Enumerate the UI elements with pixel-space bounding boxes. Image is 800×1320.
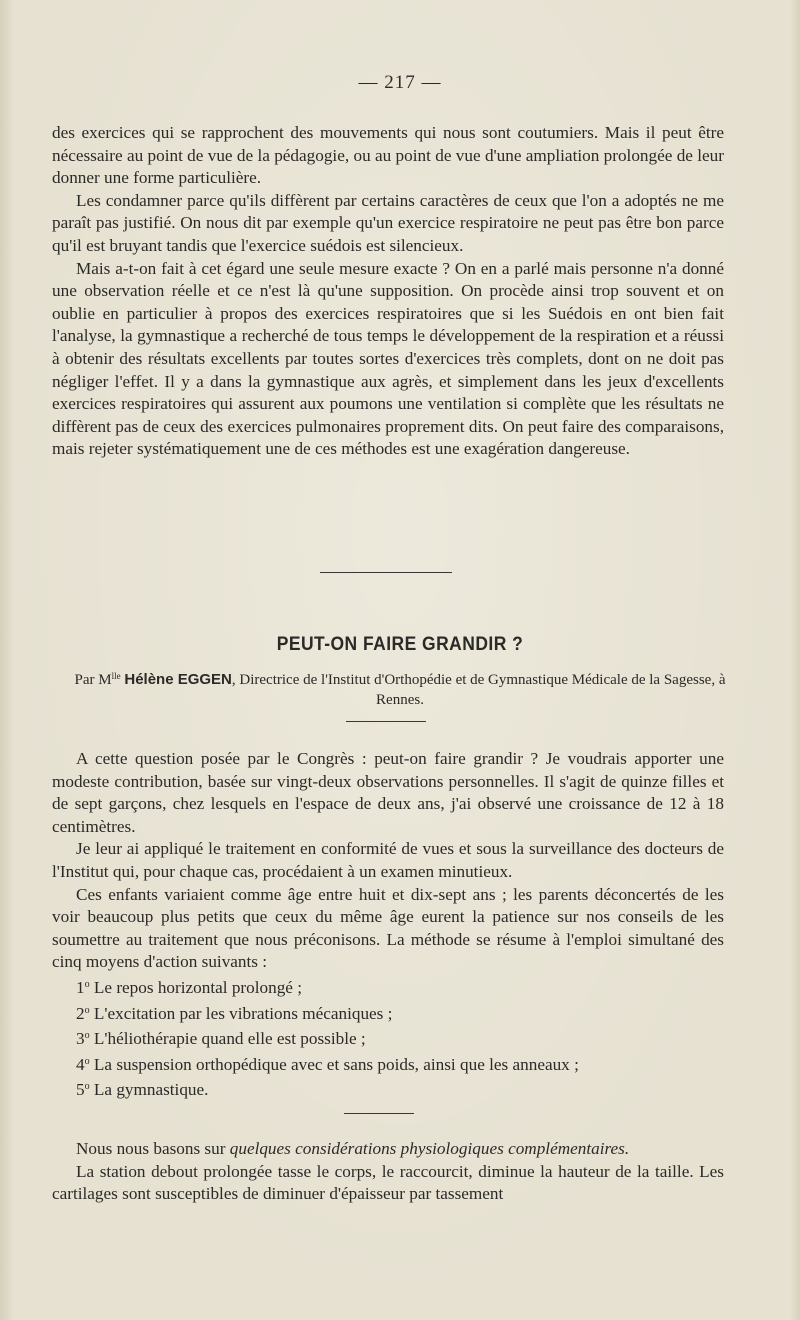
byline-divider [346, 721, 426, 722]
page-edge-left [0, 0, 14, 1320]
intro-paragraph: Mais a-t-on fait à cet égard une seule mesure exacte ? On en a parlé mais personne n'a donné une observation réelle et ce n'est là qu'une supposition. On procède ainsi trop souvent et on oublie en particulier à propos des exercices respiratoires que si les Suédois en ont bien fait l'analyse, la gymnastique a recherché de tous temps le développement de la respiration et a réussi à obtenir des résultats excellents par toutes sortes d'exercices très complets, dont on ne doit pas négliger l'effet. Il y a dans la gymnastique aux agrès, et simplement dans les jeux d'excellents exercices respiratoires qui assurent aux poumons une ventilation si complète que les résultats ne diffèrent pas de ceux des exercices pulmonaires proprement dits. On peut faire des comparaisons, mais rejeter systématiquement une de ces méthodes est une exagération dangereuse. [52, 258, 724, 459]
method-list-item: 4$^o$ La suspension orthopédique avec et sans poids, ainsi que les anneaux ; [76, 1054, 579, 1074]
byline-title-abbrev: lle [111, 671, 121, 681]
article-body-continued [52, 1138, 724, 1206]
byline-prefix: Par M [74, 672, 112, 688]
method-list-item: 2$^o$ L'excitation par les vibrations mécaniques ; [76, 1003, 393, 1023]
article-body [52, 748, 724, 1102]
article-title: PEUT-ON FAIRE GRANDIR ? [276, 634, 524, 655]
method-list-item: 1$^o$ Le repos horizontal prolongé ; [76, 977, 302, 997]
article-paragraph: La station debout prolongée tasse le corps, le raccourcit, diminue la hauteur de la taille. Les cartilages sont susceptibles de diminuer d'épaisseur par tassement [52, 1161, 724, 1204]
article-paragraph: Je leur ai appliqué le traitement en conformité de vues et sous la surveillance des docteurs de l'Institut qui, pour chaque cas, procédaient à un examen minutieux. [52, 839, 724, 881]
method-list-item: 3$^o$ L'héliothérapie quand elle est possible ; [76, 1029, 366, 1049]
list-divider [344, 1113, 414, 1114]
author-affiliation: , Directrice de l'Institut d'Orthopédie et de Gymnastique Médicale de la Sagesse, à Rennes. [231, 672, 726, 708]
intro-paragraph: Les condamner parce qu'ils diffèrent par certains caractères de ceux que l'on a adoptés ne me paraît pas justifié. On nous dit par exemple qu'un exercice respiratoire ne peut pas être bon parce qu'il est bruyant tandis que l'exercice suédois est silencieux. [52, 190, 724, 255]
basis-paragraph: Nous nous basons sur quelques considérations physiologiques complémentaires. [76, 1139, 630, 1158]
intro-paragraph: des exercices qui se rapprochent des mouvements qui nous sont coutumiers. Mais il peut être nécessaire au point de vue de la pédagogie, ou au point de vue d'une ampliation prolongée de leur donner une forme particulière. [52, 123, 724, 188]
section-divider [320, 572, 452, 573]
page-edge-right [790, 0, 800, 1320]
method-list-item: 5$^o$ La gymnastique. [76, 1080, 209, 1100]
intro-text-block [52, 122, 724, 461]
article-byline [60, 666, 740, 710]
page-number: — 217 — [358, 72, 442, 93]
article-paragraph: Ces enfants variaient comme âge entre huit et dix-sept ans ; les parents déconcertés de les voir beaucoup plus petits que ceux du même âge eurent la patience sur nos conseils de les soumettre au traitement que nous préconisons. La méthode se résume à l'emploi simultané des cinq moyens d'action suivants : [52, 884, 724, 972]
author-name: Hélène EGGEN [124, 671, 232, 688]
article-paragraph: A cette question posée par le Congrès : peut-on faire grandir ? Je voudrais apporter une modeste contribution, basée sur vingt-deux observations personnelles. Il s'agit de quinze filles et de sept garçons, chez lesquels en l'espace de deux ans, j'ai observé une croissance de 12 à 18 centimètres. [52, 749, 724, 836]
